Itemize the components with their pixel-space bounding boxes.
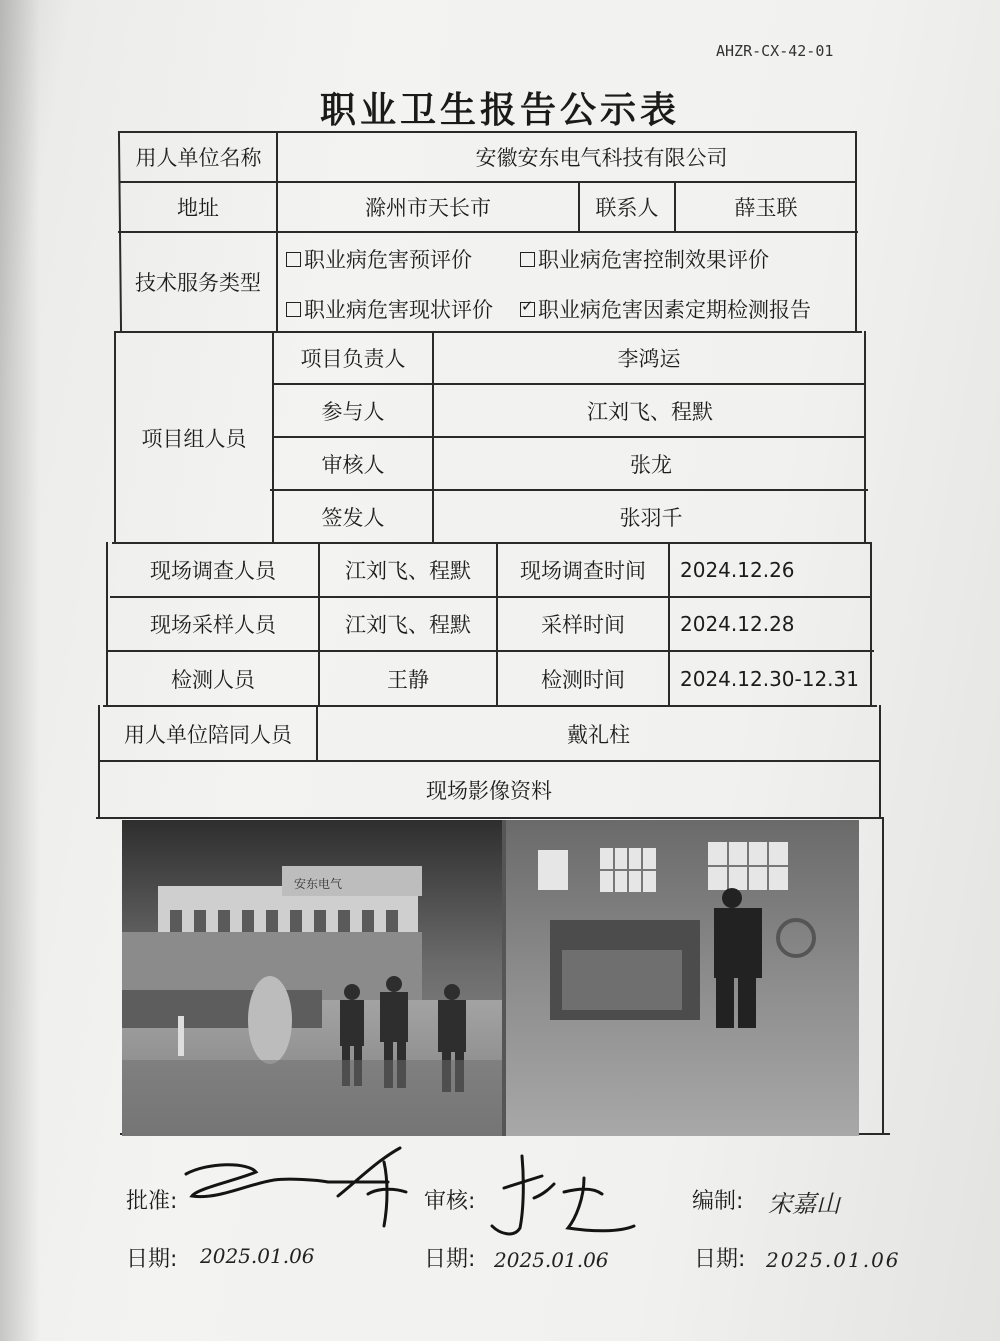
document-title: 职业卫生报告公示表: [319, 90, 680, 131]
date-label: 日期:: [126, 1247, 178, 1272]
escort-value: 戴礼柱: [567, 722, 630, 747]
testing-people: 王静: [387, 667, 429, 692]
address-value: 滁州市天长市: [365, 196, 491, 220]
approve-date: 2025.01.06: [200, 1244, 315, 1268]
survey-people: 江刘飞、程默: [345, 559, 471, 583]
team-name: 张羽千: [619, 505, 683, 530]
sampling-label: 现场采样人员: [150, 613, 276, 637]
sampling-time-label: 采样时间: [541, 613, 625, 637]
service-option[interactable]: 职业病危害控制效果评价: [520, 244, 769, 274]
approve-label: 批准:: [126, 1189, 178, 1214]
review-date: 2025.01.06: [494, 1248, 609, 1272]
team-role: 签发人: [321, 505, 385, 530]
photo-section-label: 现场影像资料: [426, 778, 552, 803]
company-sign: 安东电气: [294, 877, 343, 891]
service-type-label: 技术服务类型: [135, 271, 261, 295]
approve-signature-icon: [178, 1140, 418, 1236]
paper-shadow: [0, 0, 40, 1341]
contact-value: 薛玉联: [734, 196, 798, 220]
team-name: 张龙: [630, 452, 672, 477]
sampling-time: 2024.12.28: [680, 612, 795, 636]
team-label: 项目组人员: [141, 426, 247, 451]
survey-time-label: 现场调查时间: [520, 559, 646, 583]
team-name: 江刘飞、程默: [587, 399, 713, 424]
checkbox-checked-icon[interactable]: [520, 302, 535, 317]
date-label: 日期:: [424, 1247, 476, 1272]
site-photos: [122, 820, 859, 1136]
checkbox-unchecked-icon[interactable]: [520, 252, 535, 267]
survey-time: 2024.12.26: [680, 558, 795, 582]
prepare-signature: 宋嘉山: [768, 1190, 840, 1218]
document-code: AHZR-CX-42-01: [716, 42, 834, 60]
team-role: 审核人: [321, 452, 385, 477]
address-label: 地址: [177, 196, 219, 220]
service-option[interactable]: 职业病危害预评价: [286, 244, 472, 274]
review-signature-icon: [484, 1148, 644, 1244]
team-role: 项目负责人: [300, 347, 406, 371]
date-label: 日期:: [694, 1247, 746, 1272]
testing-time: 2024.12.30-12.31: [680, 666, 859, 691]
service-option[interactable]: 职业病危害现状评价: [286, 294, 493, 324]
contact-label: 联系人: [595, 196, 659, 220]
checkbox-unchecked-icon[interactable]: [286, 252, 301, 267]
prepare-label: 编制:: [692, 1189, 744, 1214]
sampling-people: 江刘飞、程默: [345, 613, 471, 637]
team-role: 参与人: [321, 399, 385, 424]
site-photo-outdoor: [122, 820, 859, 1136]
checkbox-unchecked-icon[interactable]: [286, 302, 301, 317]
survey-label: 现场调查人员: [150, 559, 276, 583]
testing-label: 检测人员: [171, 667, 255, 692]
employer-value: 安徽安东电气科技有限公司: [475, 146, 728, 170]
service-option[interactable]: ✓ 职业病危害因素定期检测报告: [520, 294, 811, 324]
escort-label: 用人单位陪同人员: [124, 722, 292, 747]
testing-time-label: 检测时间: [541, 667, 625, 692]
prepare-date: 2025.01.06: [766, 1248, 901, 1272]
team-name: 李鸿运: [617, 347, 681, 371]
employer-label: 用人单位名称: [135, 146, 262, 170]
review-label: 审核:: [424, 1189, 476, 1214]
